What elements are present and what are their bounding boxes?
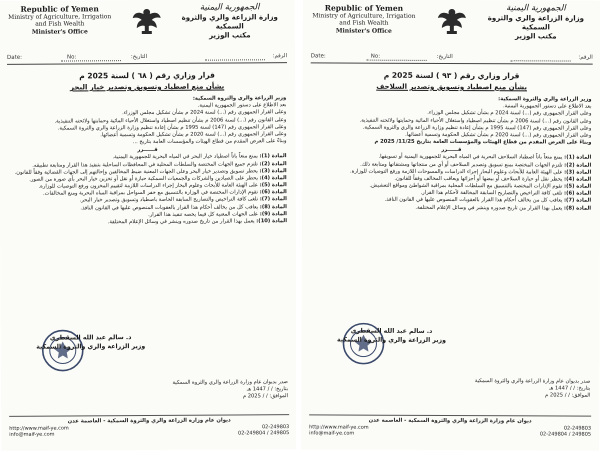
article-text: يعاقب كل من يخالف أحكام هذا القرار بالعقوبات المنصوص عليها في القانون النافذ. bbox=[384, 197, 563, 204]
preamble-line: وعلى القرار الجمهوري رقم (...) لسنة 2024 م بشأن تشكيل مجلس الوزراء. bbox=[427, 110, 592, 117]
date-label-en: Date: bbox=[310, 53, 326, 60]
issued-date-hijri: بتاريخ: / / 1447 هـ bbox=[246, 385, 289, 393]
article-number: المادة (3): bbox=[564, 169, 592, 176]
preamble-line: بعد الاطلاع على دستور الجمهورية اليمنية. bbox=[197, 102, 287, 109]
footer-site: http://www.maif-ye.com bbox=[9, 424, 69, 432]
article-number: المادة (8): bbox=[563, 205, 592, 212]
issued-date-gregorian: الموافق: / / 2025 م bbox=[545, 392, 591, 399]
footer-site: http://www.maif-ye.com bbox=[309, 423, 369, 431]
letterhead-ministry-en-line1: Ministry of Agriculture, Irrigation bbox=[8, 13, 112, 21]
letterhead-office-en: Minister's Office bbox=[31, 28, 88, 36]
letterhead-office-ar: مكتب الوزير bbox=[515, 32, 557, 41]
preamble-line: وعلى القرار الجمهوري رقم (147) لسنة 1995 م بشأن إعادة تنظيم وزارة الزراعة والري والثروة السمكية. bbox=[362, 124, 592, 132]
ref-label: الرقم: bbox=[272, 53, 287, 60]
date-ref-row bbox=[6, 53, 287, 61]
article-text: تلتزم الجهات المختصة بمنع تسويق وتصدير السلاحف أو أي من منتجاتها ومشتقاتها ومتابعة ذلك. bbox=[360, 161, 563, 168]
article-text: يحظر تسويق وتصدير خيار البحر وعلى الجهات المعنية ضبط المخالفين وإحالتهم إلى الجهات القضائية وفقاً للقانون. bbox=[14, 168, 258, 176]
header-divider bbox=[7, 62, 287, 65]
preamble-line: وزير الزراعة والري والثروة السمكية: bbox=[192, 95, 287, 102]
article-number: المادة (9): bbox=[259, 210, 287, 218]
article-text: تقوم الإدارات المختصة في الوزارة بالتنسيق مع خفر السواحل بمراقبة المياه البحرية ومنع المخالفات. bbox=[42, 189, 259, 197]
footer-address: ديوان عام وزارة الزراعة والري والثروة السمكية - العاصمة عدن bbox=[67, 417, 231, 425]
article-number: المادة (6): bbox=[259, 189, 287, 196]
footer-email: info@maif-ye.com bbox=[9, 431, 55, 438]
article-text: على الجهات المعنية كل فيما يخصه تنفيذ هذا القرار. bbox=[148, 211, 259, 218]
article-text: يحظر نقل أو حيازة السلاحف أو بيضها أو أجزائها ويعاقب المخالف وفقاً للقانون. bbox=[394, 175, 563, 183]
article-number: المادة (7): bbox=[259, 196, 287, 203]
article-text: تلتزم جميع الجهات المختصة والسلطات المحلية في المحافظات الساحلية بتنفيذ هذا القرار ومتابعة تطبيقه. bbox=[32, 160, 258, 169]
ref-label: الرقم: bbox=[578, 54, 593, 61]
signatory-name: د. سالم عبد الله السقطري bbox=[49, 334, 132, 342]
yemen-eagle-emblem-icon bbox=[131, 6, 163, 36]
decree-subject: بشأن منع اصطياد وتسويق وتصدير السلاحف bbox=[376, 82, 527, 92]
issued-date-gregorian: الموافق: / / 2025 م bbox=[242, 392, 289, 400]
letterhead-republic-ar: الجمهورية اليمنية bbox=[506, 3, 566, 14]
article-text: على الهيئة العامة للأبحاث وعلوم البحار إجراء الدراسات والمسوحات اللازمة ورفع التوصيات للوزارة. bbox=[350, 168, 563, 176]
letterhead-ministry-ar: وزارة الزراعة والري والثروة السمكية bbox=[181, 13, 278, 31]
article bbox=[311, 204, 591, 212]
article-text: تلغى كافة التراخيص والتصاريح السابقة المخالفة لأحكام هذا القرار. bbox=[420, 190, 563, 197]
letterhead-ministry-en-line1: Ministry of Agriculture, Irrigation bbox=[312, 12, 416, 20]
preamble-line: بعد الاطلاع على دستور الجمهورية اليمنية. bbox=[503, 103, 592, 110]
page-footer bbox=[9, 417, 289, 438]
letterhead-office-en: Minister's Office bbox=[335, 27, 392, 35]
issue-info bbox=[88, 379, 288, 401]
article-text: يعمل بهذا القرار من تاريخ صدوره وينشر في وسائل الإعلام المختلفة. bbox=[415, 204, 563, 212]
date-label: التاريخ: bbox=[436, 53, 453, 61]
header-divider bbox=[311, 62, 593, 64]
letterhead-arabic bbox=[477, 3, 595, 42]
letterhead-ministry-ar: وزارة الزراعة والري والثروة السمكية bbox=[487, 14, 585, 32]
footer-contacts-2 bbox=[9, 430, 289, 438]
article-number: المادة (5): bbox=[564, 183, 592, 190]
article-number: المادة (4): bbox=[259, 175, 287, 182]
footer-fax: 02-249804 / 249805 bbox=[238, 430, 290, 437]
article-number: المادة (4): bbox=[564, 176, 592, 183]
letterhead-ministry-en-line2: and Fish Wealth bbox=[35, 20, 85, 29]
page-footer bbox=[309, 417, 591, 438]
ref-label-en: No: bbox=[370, 53, 381, 60]
preamble-line: وزير الزراعة والري والثروة السمكية: bbox=[498, 96, 592, 103]
article-number: المادة (1): bbox=[564, 154, 592, 161]
signature-block bbox=[311, 327, 471, 345]
article-text: يمنع منعاً باتاً اصطياد خيار البحر في المياه البحرية للجمهورية اليمنية. bbox=[112, 153, 258, 161]
decree-title: قرار وزاري رقم ( ٦٨ ) لسنة 2025 م bbox=[79, 70, 215, 81]
decree-subject: بشأن منع اصطياد وتسويق وتصدير خيار البحر bbox=[70, 82, 225, 92]
article-number: المادة (7): bbox=[563, 197, 592, 205]
letterhead-office-ar: مكتب الوزير bbox=[209, 31, 251, 40]
article-number: المادة (2): bbox=[564, 161, 592, 169]
letterhead-republic-ar: الجمهورية اليمنية bbox=[199, 2, 260, 13]
ref-line bbox=[205, 53, 265, 60]
preamble-line: وعلى القانون رقم (...) لسنة 2006 م بشأن تنظيم اصطياد واستغلال الأحياء المائية وحمايتها ولائحته التنفيذية. bbox=[359, 117, 592, 125]
date-ref-row bbox=[310, 53, 593, 61]
preamble-line: وعلى القرار الجمهوري رقم (...) لسنة 2020 م بشأن تشكيل الحكومة وتسمية أعضائها. bbox=[405, 131, 592, 139]
preamble-line: وعلى القانون رقم (...) لسنة 2006 م بشأن تنظيم اصطياد واستغلال الأحياء المائية وحمايتها ولائحته التنفيذية. bbox=[54, 116, 287, 125]
article-number: المادة (2): bbox=[259, 160, 287, 167]
article-number: المادة (5): bbox=[259, 182, 287, 189]
signatory-title: وزير الزراعة والري والثروة السمكية bbox=[36, 342, 146, 351]
preamble-line: وبناءً على العرض المقدم من قطاع الهيئات والمؤسسات العامة بتاريخ 11/25/ 2025 م bbox=[374, 138, 592, 146]
ref-line bbox=[511, 54, 571, 61]
decree-body bbox=[8, 95, 287, 227]
yemen-eagle-emblem-icon bbox=[436, 6, 468, 36]
preamble-line: وعلى القرار الجمهوري رقم (147) لسنة 1995 م بشأن إعادة تنظيم وزارة الزراعة والري والثروة السمكية. bbox=[57, 123, 287, 132]
decides-heading: قــــــرر bbox=[137, 146, 158, 153]
date-label-en: Date: bbox=[6, 54, 22, 61]
decree-title: قرار وزاري رقم ( ٩٣ ) لسنة 2025 م bbox=[383, 70, 520, 81]
article-text: تلغى كافة التراخيص والتصاريح السابقة الخاصة باصطياد وتسويق وتصدير خيار البحر. bbox=[79, 196, 259, 204]
article-number: المادة (10): bbox=[256, 218, 287, 225]
letterhead-republic-en: Republic of Yemen bbox=[20, 4, 99, 14]
footer-divider bbox=[309, 414, 591, 416]
footer-email: info@maif-ye.com bbox=[309, 430, 355, 437]
article-number: المادة (3): bbox=[259, 167, 287, 175]
article-number: المادة (8): bbox=[259, 203, 287, 210]
letterhead-english bbox=[309, 3, 419, 35]
article-text: على الهيئة العامة للأبحاث وعلوم البحار إجراء الدراسات اللازمة لتقييم المخزون ورفع التوصيات للوزارة. bbox=[38, 182, 258, 190]
preamble-line: وعلى القرار الجمهوري رقم (...) لسنة 2024 م بشأن تشكيل مجلس الوزراء. bbox=[122, 109, 287, 117]
date-label: التاريخ: bbox=[130, 54, 147, 61]
letterhead-english bbox=[5, 4, 115, 36]
article-text: يعمل بهذا القرار من تاريخ صدوره وينشر في وسائل الإعلام المختلفة. bbox=[107, 218, 255, 226]
issued-at: صدر بديوان عام وزارة الزراعة والري والثروة السمكية bbox=[172, 379, 288, 386]
article bbox=[9, 218, 287, 226]
letterhead-arabic bbox=[171, 2, 289, 41]
letterhead-ministry-en-line2: and Fish Wealth bbox=[339, 19, 389, 28]
issued-date-hijri: بتاريخ: / / 1447 هـ bbox=[549, 385, 591, 392]
signatory-name: د. سالم عبد الله السقطري bbox=[350, 327, 433, 335]
footer-phone: 02-249803 bbox=[261, 423, 290, 430]
signatory-title: وزير الزراعة والري والثروة السمكية bbox=[337, 336, 446, 344]
issue-info bbox=[390, 378, 590, 399]
footer-contacts-2 bbox=[309, 430, 591, 438]
preamble-line: وعلى القرار الجمهوري رقم (...) لسنة 2020 م بشأن تشكيل الحكومة وتسمية أعضائها. bbox=[100, 131, 287, 139]
decree-body bbox=[311, 95, 592, 212]
signature-block bbox=[11, 334, 171, 352]
letterhead-republic-en: Republic of Yemen bbox=[324, 3, 404, 13]
issued-at: صدر بديوان عام وزارة الزراعة والري والثروة السمكية bbox=[474, 378, 591, 385]
article-text: تقوم الإدارات المختصة بالتنسيق مع السلطات المحلية بمراقبة الشواطئ ومواقع التعشيش. bbox=[369, 182, 563, 190]
decides-heading: قــــــرر bbox=[441, 146, 462, 153]
footer-fax: 02-249804 / 249805 bbox=[539, 431, 592, 438]
article-text: يعاقب كل من يخالف أحكام هذا القرار بالعقوبات المنصوص عليها في القانون النافذ. bbox=[80, 203, 259, 212]
article-number: المادة (1): bbox=[259, 153, 287, 160]
decree-page-right bbox=[301, 0, 600, 451]
article-text: يحظر على الصيادين والشركات والجمعيات السمكية حيازة أو نقل أو تخزين خيار البحر بأي صورة من الصور. bbox=[29, 175, 258, 183]
footer-address: ديوان عام وزارة الزراعة والري والثروة السمكية - العاصمة عدن bbox=[368, 417, 532, 425]
footer-phone: 02-249803 bbox=[563, 424, 592, 432]
ref-label-en: No: bbox=[66, 54, 77, 61]
decree-page-left bbox=[0, 0, 297, 451]
preamble-line: وبناءً على العرض المقدم من قطاع الهيئات والمؤسسات العامة بتاريخ ... bbox=[132, 138, 287, 146]
article-number: المادة (6): bbox=[563, 190, 592, 197]
article-text: يمنع منعاً باتاً اصطياد السلاحف البحرية في المياه البحرية للجمهورية اليمنية أو تسويقها. bbox=[378, 153, 563, 161]
